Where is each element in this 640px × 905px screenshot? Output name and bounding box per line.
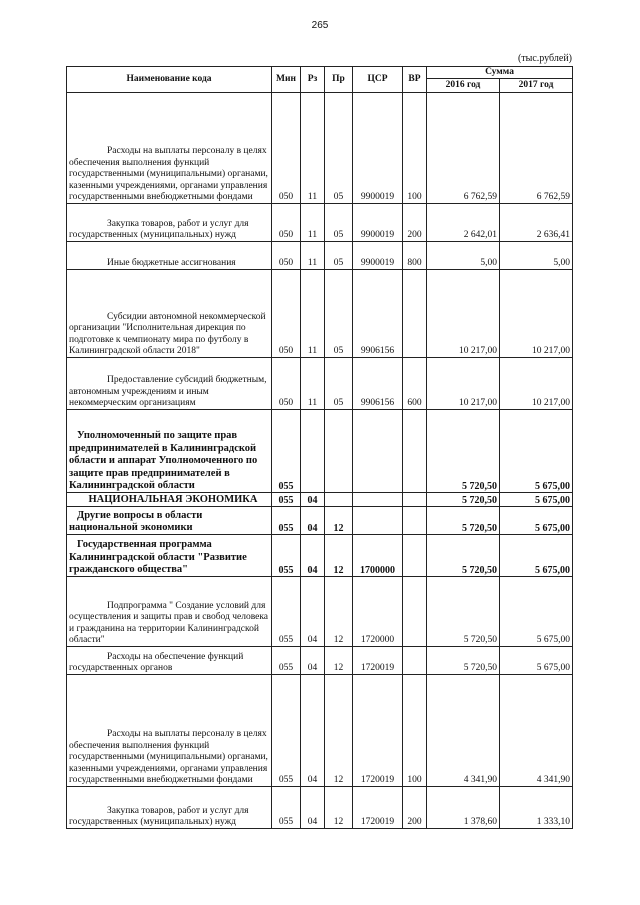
cell-2016: 10 217,00 [427, 358, 500, 410]
cell-pr: 12 [325, 577, 353, 647]
cell-csr: 1720019 [353, 647, 403, 675]
cell-rz: 04 [301, 493, 325, 507]
row-name [67, 358, 272, 410]
cell-vr [403, 535, 427, 577]
row-name-text: Расходы на выплаты персоналу в целях обеспечения выполнения функций государственными (муниципальными) органами, казенными учреждениями, органами управления государственными внебюджетными фондами [69, 146, 268, 202]
cell-csr: 1720019 [353, 675, 403, 787]
cell-pr: 05 [325, 204, 353, 242]
header-pr: Пр [325, 67, 353, 93]
row-name-text: Закупка товаров, работ и услуг для государственных (муниципальных) нужд [69, 218, 249, 240]
cell-2017: 4 341,90 [500, 675, 573, 787]
cell-vr [403, 647, 427, 675]
cell-2017: 5 675,00 [500, 410, 573, 493]
row-name-text: Другие вопросы в области национальной экономики [69, 509, 203, 533]
row-name-text: Иные бюджетные ассигнования [107, 258, 236, 268]
table-row [67, 410, 573, 493]
cell-min: 050 [272, 358, 301, 410]
cell-rz: 11 [301, 93, 325, 204]
header-csr: ЦСР [353, 67, 403, 93]
header-sum: Сумма [427, 67, 573, 79]
cell-2016: 5 720,50 [427, 647, 500, 675]
cell-rz [301, 410, 325, 493]
cell-min: 055 [272, 493, 301, 507]
row-name [67, 675, 272, 787]
cell-vr: 100 [403, 93, 427, 204]
cell-pr: 05 [325, 270, 353, 358]
header-rz: Рз [301, 67, 325, 93]
cell-2016: 5 720,50 [427, 507, 500, 535]
row-name [67, 93, 272, 204]
header-vr: ВР [403, 67, 427, 93]
cell-vr [403, 270, 427, 358]
cell-min: 050 [272, 204, 301, 242]
cell-min: 055 [272, 410, 301, 493]
cell-rz: 04 [301, 507, 325, 535]
cell-2017: 2 636,41 [500, 204, 573, 242]
cell-pr: 05 [325, 242, 353, 270]
cell-csr: 9906156 [353, 358, 403, 410]
cell-pr: 12 [325, 675, 353, 787]
cell-rz: 04 [301, 787, 325, 829]
cell-2017: 5 675,00 [500, 507, 573, 535]
table-body [67, 93, 573, 829]
row-name-text: Закупка товаров, работ и услуг для государственных (муниципальных) нужд [69, 805, 249, 827]
cell-pr [325, 493, 353, 507]
cell-2016: 5 720,50 [427, 493, 500, 507]
cell-2016: 5 720,50 [427, 577, 500, 647]
cell-2017: 5 675,00 [500, 493, 573, 507]
cell-min: 050 [272, 270, 301, 358]
budget-table [66, 66, 573, 829]
table-row [67, 242, 573, 270]
cell-pr: 12 [325, 507, 353, 535]
cell-csr: 9900019 [353, 242, 403, 270]
row-name [67, 410, 272, 493]
cell-csr: 9900019 [353, 93, 403, 204]
page-number: 265 [311, 20, 329, 31]
header-name: Наименование кода [67, 67, 272, 93]
cell-2017: 6 762,59 [500, 93, 573, 204]
cell-csr: 9906156 [353, 270, 403, 358]
header-2017: 2017 год [500, 79, 573, 93]
table-row [67, 507, 573, 535]
row-name-text: Государственная программа Калининградской области "Развитие гражданского общества" [69, 539, 247, 575]
row-name [67, 270, 272, 358]
cell-2017: 10 217,00 [500, 270, 573, 358]
cell-min: 055 [272, 675, 301, 787]
cell-rz: 04 [301, 535, 325, 577]
cell-csr: 1720019 [353, 787, 403, 829]
cell-csr [353, 410, 403, 493]
cell-2016: 5,00 [427, 242, 500, 270]
cell-rz: 04 [301, 675, 325, 787]
table-row [67, 358, 573, 410]
row-name [67, 242, 272, 270]
table-row [67, 270, 573, 358]
header-min: Мин [272, 67, 301, 93]
cell-2017: 5 675,00 [500, 577, 573, 647]
cell-2017: 5,00 [500, 242, 573, 270]
cell-pr: 12 [325, 787, 353, 829]
cell-2017: 1 333,10 [500, 787, 573, 829]
cell-min: 055 [272, 577, 301, 647]
row-name [67, 535, 272, 577]
cell-vr: 200 [403, 787, 427, 829]
row-name-text: Субсидии автономной некоммерческой организации "Исполнительная дирекция по подготовке к чемпионату мира по футболу в Калининградской области 2018" [69, 311, 266, 356]
cell-min: 050 [272, 93, 301, 204]
cell-rz: 11 [301, 358, 325, 410]
row-name [67, 493, 272, 507]
table-row [67, 647, 573, 675]
cell-pr [325, 410, 353, 493]
cell-2017: 10 217,00 [500, 358, 573, 410]
row-name [67, 204, 272, 242]
cell-vr: 800 [403, 242, 427, 270]
row-name-text: Подпрограмма " Создание условий для осуществления и защиты прав и свобод человека и гражданина на территории Калининградской области" [69, 600, 269, 645]
cell-vr: 100 [403, 675, 427, 787]
cell-csr: 1720000 [353, 577, 403, 647]
cell-min: 050 [272, 242, 301, 270]
cell-pr: 12 [325, 647, 353, 675]
cell-rz: 04 [301, 577, 325, 647]
row-name-text: НАЦИОНАЛЬНАЯ ЭКОНОМИКА [88, 494, 258, 505]
row-name-text: Уполномоченный по защите прав предпринимателей в Калининградской области и аппарат Уполномоченного по защите прав предпринимателей в Калининградской области [69, 430, 258, 491]
cell-2016: 5 720,50 [427, 410, 500, 493]
cell-2017: 5 675,00 [500, 647, 573, 675]
cell-2016: 6 762,59 [427, 93, 500, 204]
cell-vr [403, 577, 427, 647]
cell-2017: 5 675,00 [500, 535, 573, 577]
cell-vr: 600 [403, 358, 427, 410]
table-row [67, 493, 573, 507]
table-row [67, 535, 573, 577]
table-row [67, 204, 573, 242]
cell-rz: 04 [301, 647, 325, 675]
cell-min: 055 [272, 647, 301, 675]
cell-csr [353, 493, 403, 507]
units-note: (тыс.рублей) [517, 53, 572, 64]
cell-2016: 1 378,60 [427, 787, 500, 829]
cell-pr: 05 [325, 358, 353, 410]
header-2016: 2016 год [427, 79, 500, 93]
cell-2016: 5 720,50 [427, 535, 500, 577]
cell-min: 055 [272, 507, 301, 535]
cell-2016: 4 341,90 [427, 675, 500, 787]
row-name-text: Расходы на выплаты персоналу в целях обеспечения выполнения функций государственными (муниципальными) органами, казенными учреждениями, органами управления государственными внебюджетными фондами [69, 729, 268, 785]
cell-2016: 10 217,00 [427, 270, 500, 358]
cell-vr [403, 493, 427, 507]
cell-vr [403, 507, 427, 535]
cell-csr: 1700000 [353, 535, 403, 577]
row-name [67, 577, 272, 647]
table-row [67, 93, 573, 204]
cell-pr: 12 [325, 535, 353, 577]
cell-pr: 05 [325, 93, 353, 204]
cell-vr [403, 410, 427, 493]
cell-min: 055 [272, 535, 301, 577]
cell-min: 055 [272, 787, 301, 829]
table-row [67, 675, 573, 787]
cell-csr: 9900019 [353, 204, 403, 242]
cell-2016: 2 642,01 [427, 204, 500, 242]
cell-vr: 200 [403, 204, 427, 242]
table-row [67, 577, 573, 647]
cell-csr [353, 507, 403, 535]
table-row [67, 787, 573, 829]
row-name [67, 647, 272, 675]
row-name-text: Расходы на обеспечение функций государственных органов [69, 651, 244, 673]
row-name-text: Предоставление субсидий бюджетным, автономным учреждениям и иным некоммерческим организациям [69, 375, 267, 408]
row-name [67, 507, 272, 535]
cell-rz: 11 [301, 204, 325, 242]
cell-rz: 11 [301, 242, 325, 270]
row-name [67, 787, 272, 829]
cell-rz: 11 [301, 270, 325, 358]
